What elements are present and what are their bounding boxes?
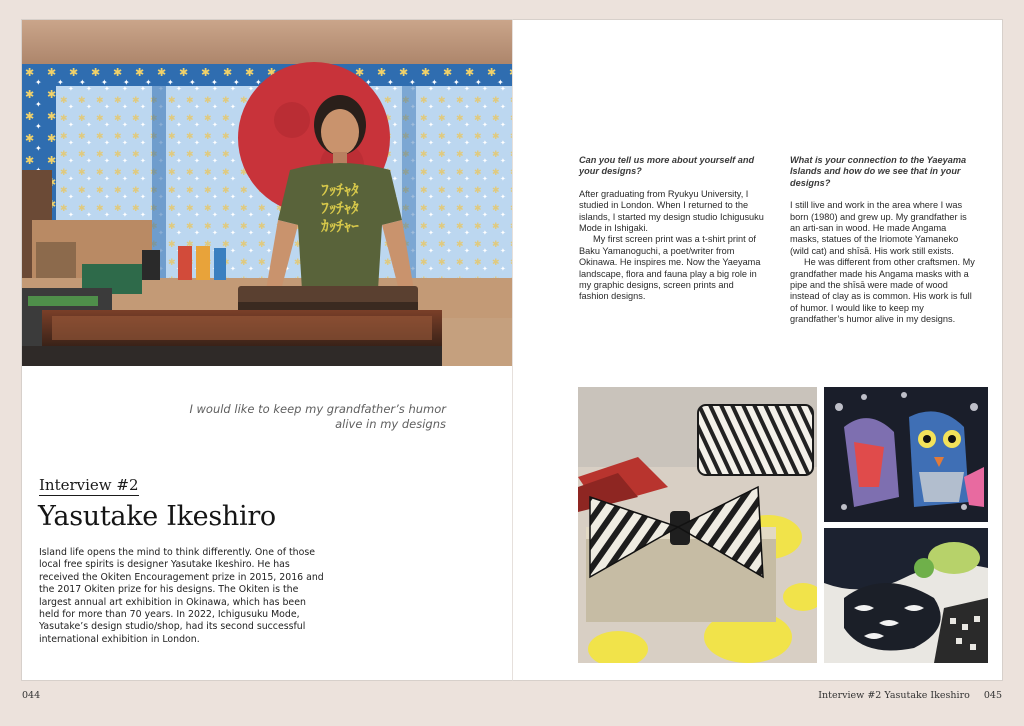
shirt-print-line-2: ﾌｯﾁｬﾀ xyxy=(321,199,359,217)
column-2 xyxy=(790,155,975,326)
page-number-left: 044 xyxy=(22,690,41,701)
page-number-right: 045 xyxy=(983,690,1002,701)
shirt-print-line-1: ﾌｯﾁｬﾀ xyxy=(321,181,359,199)
answer-1-paragraph-2: My first screen print was a t-shirt print of Baku Yamanoguchi, a poet/writer from Okinawa. He inspires me. Now the Yaeyama landscape, flora and fauna play a big role in my graphic designs, screen prints and fashion designs. xyxy=(579,234,761,302)
answer-1-paragraph-1: After graduating from Ryukyu University, I studied in London. When I returned to the islands, I started my design studio Ichigusuku Mode in Ishigaki. xyxy=(579,188,764,234)
interviewee-name: Yasutake Ikeshiro xyxy=(38,501,276,532)
column-1 xyxy=(579,155,764,303)
footer-right xyxy=(818,690,1002,701)
question-1: Can you tell us more about yourself and your designs? xyxy=(579,155,755,177)
portrait-photo xyxy=(22,20,513,366)
bird-print-photo xyxy=(824,528,988,663)
answer-2-paragraph-1: I still live and work in the area where I was born (1980) and grew up. My grandfather is an arti-san in wood. He made Angama masks, statues of the Iriomote Yamaneko (wild cat) and shīsā. His work still exists. xyxy=(790,200,967,256)
right-page xyxy=(512,19,1003,681)
interview-label: Interview #2 xyxy=(39,476,139,494)
owl-print-photo xyxy=(824,387,988,522)
magazine-spread xyxy=(21,19,1003,681)
intro-paragraph: Island life opens the mind to think differently. One of those local free spirits is designer Yasutake Ikeshiro. He has received the Okiten Encouragement prize in 2015, 2016 and the 2017 Okiten prize for his designs. The Okiten is the largest annual art exhibition in Okinawa, which has been held for more than 70 years. In 2022, Ichigusuku Mode, Yasutake’s design studio/shop, had its second successful international exhibition in London. xyxy=(39,547,324,645)
running-head: Interview #2 Yasutake Ikeshiro xyxy=(818,690,970,701)
question-2: What is your connection to the Yaeyama Islands and how do we see that in your designs? xyxy=(790,155,967,188)
left-page xyxy=(21,19,512,681)
shirt-print-line-3: ｶｯﾁｬｰ xyxy=(321,217,359,235)
bowtie-product-photo xyxy=(578,387,817,663)
answer-2-paragraph-2: He was different from other craftsmen. My grandfather made his Angama masks with a pipe and the shīsā were made of wood instead of clay as is common. His work is full of humor. I would like to keep my grandfather’s humor alive in my designs. xyxy=(790,257,975,325)
pull-quote: I would like to keep my grandfather’s humor alive in my designs xyxy=(189,402,446,431)
